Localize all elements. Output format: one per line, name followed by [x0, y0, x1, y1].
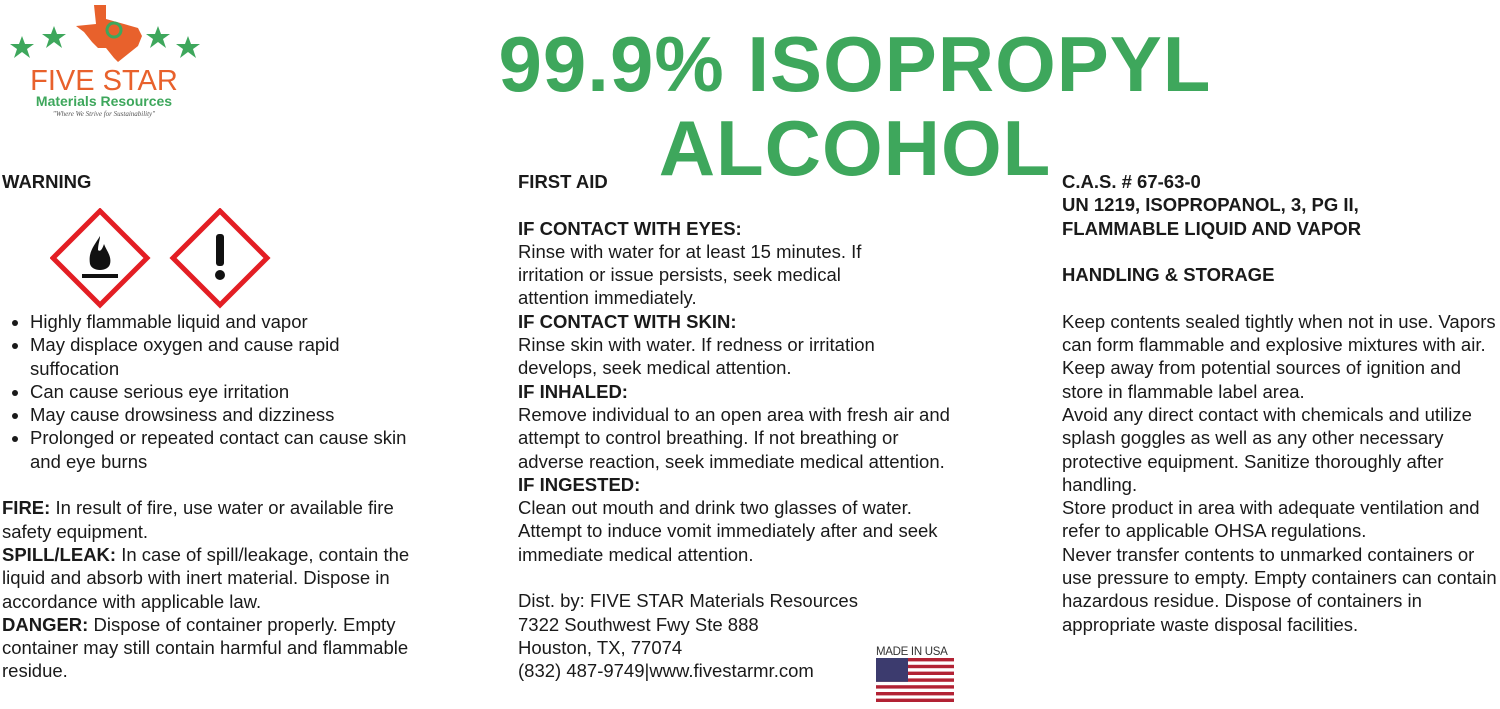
first-aid-heading: FIRST AID — [518, 171, 608, 192]
info-column — [1062, 170, 1500, 636]
handling-paragraph: Never transfer contents to unmarked containers or use pressure to empty. Empty containers can contain hazardous residue. Dispose of containers in appropriate waste disposal facilities. — [1062, 543, 1497, 635]
handling-paragraph: Store product in area with adequate ventilation and refer to applicable OHSA regulations. — [1062, 497, 1480, 542]
ghs-pictograms — [50, 208, 275, 315]
made-in-usa-label: MADE IN USA — [876, 646, 948, 658]
eyes-label: IF CONTACT WITH EYES: — [518, 217, 742, 239]
first-aid-column — [518, 170, 968, 683]
inhaled-label: IF INHALED: — [518, 380, 628, 402]
skin-label: IF CONTACT WITH SKIN: — [518, 310, 737, 332]
spill-section: SPILL/LEAK: In case of spill/leakage, contain the liquid and absorb with inert material. Dispose in accordance with applicable law. — [2, 543, 410, 612]
flammable-class: FLAMMABLE LIQUID AND VAPOR — [1062, 217, 1362, 239]
distributor-address: 7322 Southwest Fwy Ste 888 — [518, 613, 759, 635]
hazard-item: • Highly flammable liquid and vapor — [30, 310, 462, 333]
five-star-logo — [6, 2, 206, 120]
logo-tagline: "Where We Strive for Sustainability" — [52, 110, 156, 118]
distributor-city: Houston, TX, 77074 — [518, 636, 683, 658]
skin-text: Rinse skin with water. If redness or irritation develops, seek medical attention. — [518, 334, 875, 379]
warning-column — [2, 170, 462, 193]
exclamation-icon — [173, 211, 267, 305]
product-title: 99.9% ISOPROPYL ALCOHOL — [498, 20, 1212, 192]
fire-section: FIRE: In result of fire, use water or available fire safety equipment. — [2, 497, 394, 542]
ingested-text: Clean out mouth and drink two glasses of water. Attempt to induce vomit immediately after and seek immediate medical attention. — [518, 497, 938, 565]
hazard-item: • May cause drowsiness and dizziness — [30, 403, 462, 426]
warning-details — [2, 310, 462, 683]
flame-icon — [53, 211, 147, 305]
logo-brand: FIVE STAR — [30, 65, 178, 97]
cas-number: C.A.S. # 67-63-0 — [1062, 171, 1201, 192]
handling-paragraph: Avoid any direct contact with chemicals and utilize splash goggles as well as any other necessary protective equipment. Sanitize thoroughly after handling. — [1062, 403, 1472, 495]
hazard-list — [2, 310, 462, 473]
danger-section: DANGER: Dispose of container properly. Empty container may still contain harmful and flammable residue. — [2, 613, 409, 682]
un-number: UN 1219, ISOPROPANOL, 3, PG II, — [1062, 194, 1359, 216]
handling-heading: HANDLING & STORAGE — [1062, 264, 1275, 286]
warning-heading: WARNING — [2, 171, 92, 192]
distributor-contact: (832) 487-9749|www.fivestarmr.com — [518, 660, 814, 682]
hazard-item: • Prolonged or repeated contact can cause skin and eye burns — [30, 426, 420, 473]
inhaled-text: Remove individual to an open area with fresh air and attempt to control breathing. If not breathing or adverse reaction, seek immediate medical attention. — [518, 403, 950, 472]
hazard-item: • May displace oxygen and cause rapid suffocation — [30, 333, 370, 380]
hazard-item: • Can cause serious eye irritation — [30, 380, 462, 403]
logo-subtitle: Materials Resources — [35, 93, 173, 109]
ingested-label: IF INGESTED: — [518, 473, 641, 495]
eyes-text: Rinse with water for at least 15 minutes. If irritation or issue persists, seek medical attention immediately. — [518, 240, 862, 309]
distributor-name: Dist. by: FIVE STAR Materials Resources — [518, 590, 858, 612]
made-in-usa-badge — [876, 646, 956, 707]
handling-paragraph: Keep contents sealed tightly when not in use. Vapors can form flammable and explosive mixtures with air. Keep away from potential sources of ignition and store in flammable label area. — [1062, 310, 1496, 402]
us-flag-icon — [876, 658, 954, 702]
